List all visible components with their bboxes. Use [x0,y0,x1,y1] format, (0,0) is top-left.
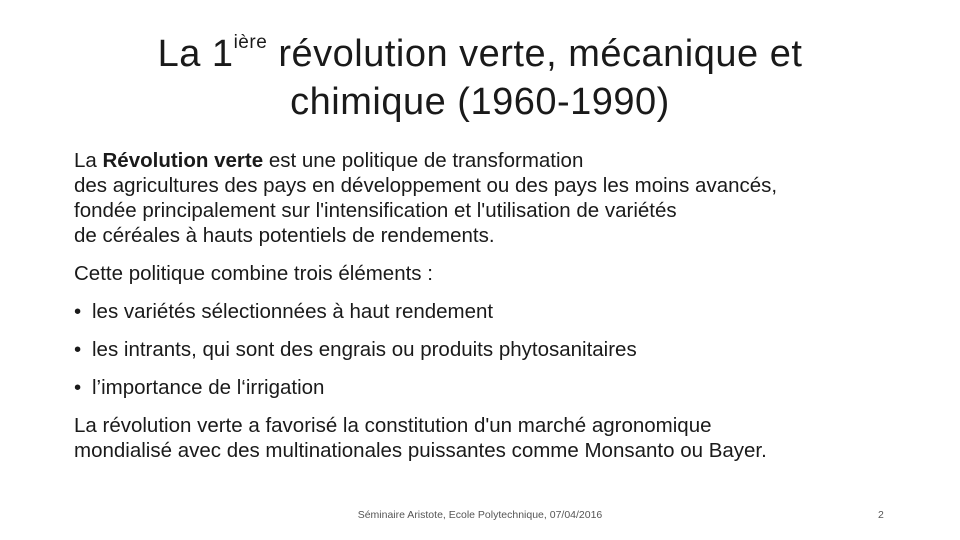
definition-line-1 [74,148,904,173]
footer-text: Séminaire Aristote, Ecole Polytechnique, 07/04/2016 [357,509,603,521]
bullet-icon: • [74,338,82,361]
definition-line-3: fondée principalement sur l'intensification et l'utilisation de variétés [74,199,677,222]
slide-title [60,30,900,126]
list-item [74,375,904,400]
page-number: 2 [878,509,884,521]
list-item [74,299,904,324]
title-line-2: chimique (1960-1990) [290,81,670,123]
definition-line-2: des agricultures des pays en développement ou des pays les moins avancés, [74,174,778,197]
bullet-text: l’importance de l‘irrigation [92,376,325,399]
bullet-text: les variétés sélectionnées à haut rendement [92,300,494,323]
list-item [74,337,904,362]
definition-line-4: de céréales à hauts potentiels de rendements. [74,224,495,247]
definition-line-1-rest: est une politique de transformation [263,149,584,172]
title-line-1 [60,30,900,78]
conclusion-paragraph [74,413,904,463]
bullet-text: les intrants, qui sont des engrais ou produits phytosanitaires [92,338,637,361]
conclusion-line-2: mondialisé avec des multinationales puissantes comme Monsanto ou Bayer. [74,439,767,462]
title-prefix: La 1 [157,33,234,75]
bullet-icon: • [74,300,82,323]
title-superscript: ière [233,32,268,53]
elements-list [74,299,904,400]
definition-intro: La [74,149,103,172]
slide-body [74,148,904,476]
conclusion-line-1: La révolution verte a favorisé la constitution d'un marché agronomique [74,414,712,437]
bullet-icon: • [74,376,82,399]
definition-paragraph [74,148,904,248]
title-line-1-rest: révolution verte, mécanique et [267,33,803,75]
definition-term: Révolution verte [102,149,264,172]
elements-intro: Cette politique combine trois éléments : [74,262,433,285]
